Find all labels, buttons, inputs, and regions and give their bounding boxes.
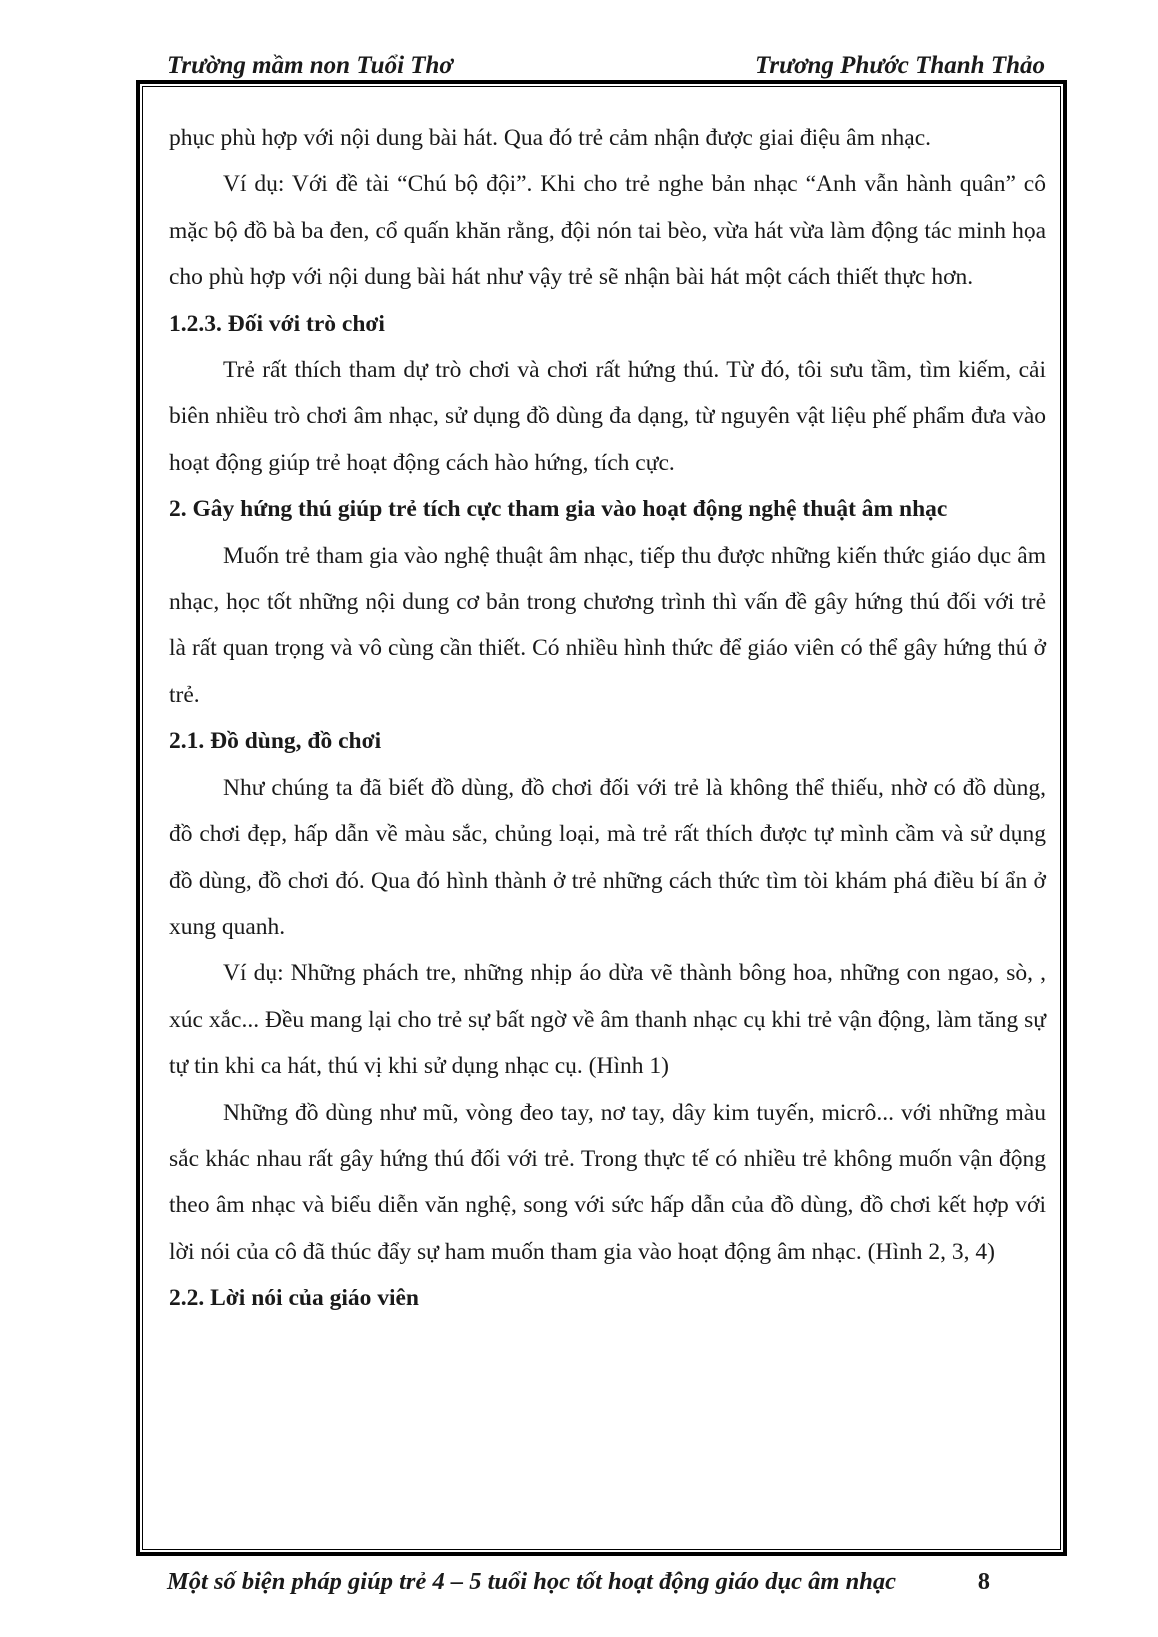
paragraph: Những đồ dùng như mũ, vòng đeo tay, nơ tay, dây kim tuyến, micrô... với những màu sắc khác nhau rất gây hứng thú đối với trẻ. Trong thực tế có nhiều trẻ không muốn vận động theo âm nhạc và biểu diễn văn nghệ, song với sức hấp dẫn của đồ dùng, đồ chơi kết hợp với lời nói của cô đã thúc đẩy sự ham muốn tham gia vào hoạt động âm nhạc. (Hình 2, 3, 4) xyxy=(169,1099,1046,1265)
paragraph: Như chúng ta đã biết đồ dùng, đồ chơi đối với trẻ là không thể thiếu, nhờ có đồ dùng, đồ chơi đẹp, hấp dẫn về màu sắc, chủng loại, mà trẻ rất thích được tự mình cầm và sử dụng đồ dùng, đồ chơi đó. Qua đó hình thành ở trẻ những cách thức tìm tòi khám phá điều bí ẩn ở xung quanh. xyxy=(169,774,1046,940)
paragraph: phục phù hợp với nội dung bài hát. Qua đó trẻ cảm nhận được giai điệu âm nhạc. xyxy=(169,125,932,151)
header-school: Trường mầm non Tuổi Thơ xyxy=(167,52,453,79)
page-header xyxy=(167,52,1045,83)
paragraph: Ví dụ: Những phách tre, những nhịp áo dừa vẽ thành bông hoa, những con ngao, sò, , xúc xắc... Đều mang lại cho trẻ sự bất ngờ về âm thanh nhạc cụ khi trẻ vận động, làm tăng sự tự tin khi ca hát, thú vị khi sử dụng nhạc cụ. (Hình 1) xyxy=(169,960,1046,1080)
page-number: 8 xyxy=(977,1568,990,1595)
paragraph: Muốn trẻ tham gia vào nghệ thuật âm nhạc, tiếp thu được những kiến thức giáo dục âm nhạc, học tốt những nội dung cơ bản trong chương trình thì vấn đề gây hứng thú đối với trẻ là rất quan trọng và vô cùng cần thiết. Có nhiều hình thức để giáo viên có thể gây hứng thú ở trẻ. xyxy=(169,542,1046,708)
paragraph: Ví dụ: Với đề tài “Chú bộ đội”. Khi cho trẻ nghe bản nhạc “Anh vẫn hành quân” cô mặc bộ đồ bà ba đen, cổ quấn khăn rằng, đội nón tai bèo, vừa hát vừa làm động tác minh họa cho phù hợp với nội dung bài hát như vậy trẻ sẽ nhận bài hát một cách thiết thực hơn. xyxy=(169,171,1046,291)
section-heading: 2.1. Đồ dùng, đồ chơi xyxy=(169,728,382,755)
section-heading: 2. Gây hứng thú giúp trẻ tích cực tham gia vào hoạt động nghệ thuật âm nhạc xyxy=(169,496,948,523)
header-author: Trương Phước Thanh Thảo xyxy=(755,52,1045,79)
page-content xyxy=(169,115,1046,1322)
section-heading: 1.2.3. Đối với trò chơi xyxy=(169,310,385,337)
section-heading: 2.2. Lời nói của giáo viên xyxy=(169,1285,419,1312)
footer-title: Một số biện pháp giúp trẻ 4 – 5 tuổi học tốt hoạt động giáo dục âm nhạc xyxy=(167,1568,896,1595)
paragraph: Trẻ rất thích tham dự trò chơi và chơi rất hứng thú. Từ đó, tôi sưu tầm, tìm kiếm, cải biên nhiều trò chơi âm nhạc, sử dụng đồ dùng đa dạng, từ nguyên vật liệu phế phẩm đưa vào hoạt động giúp trẻ hoạt động cách hào hứng, tích cực. xyxy=(169,357,1046,476)
